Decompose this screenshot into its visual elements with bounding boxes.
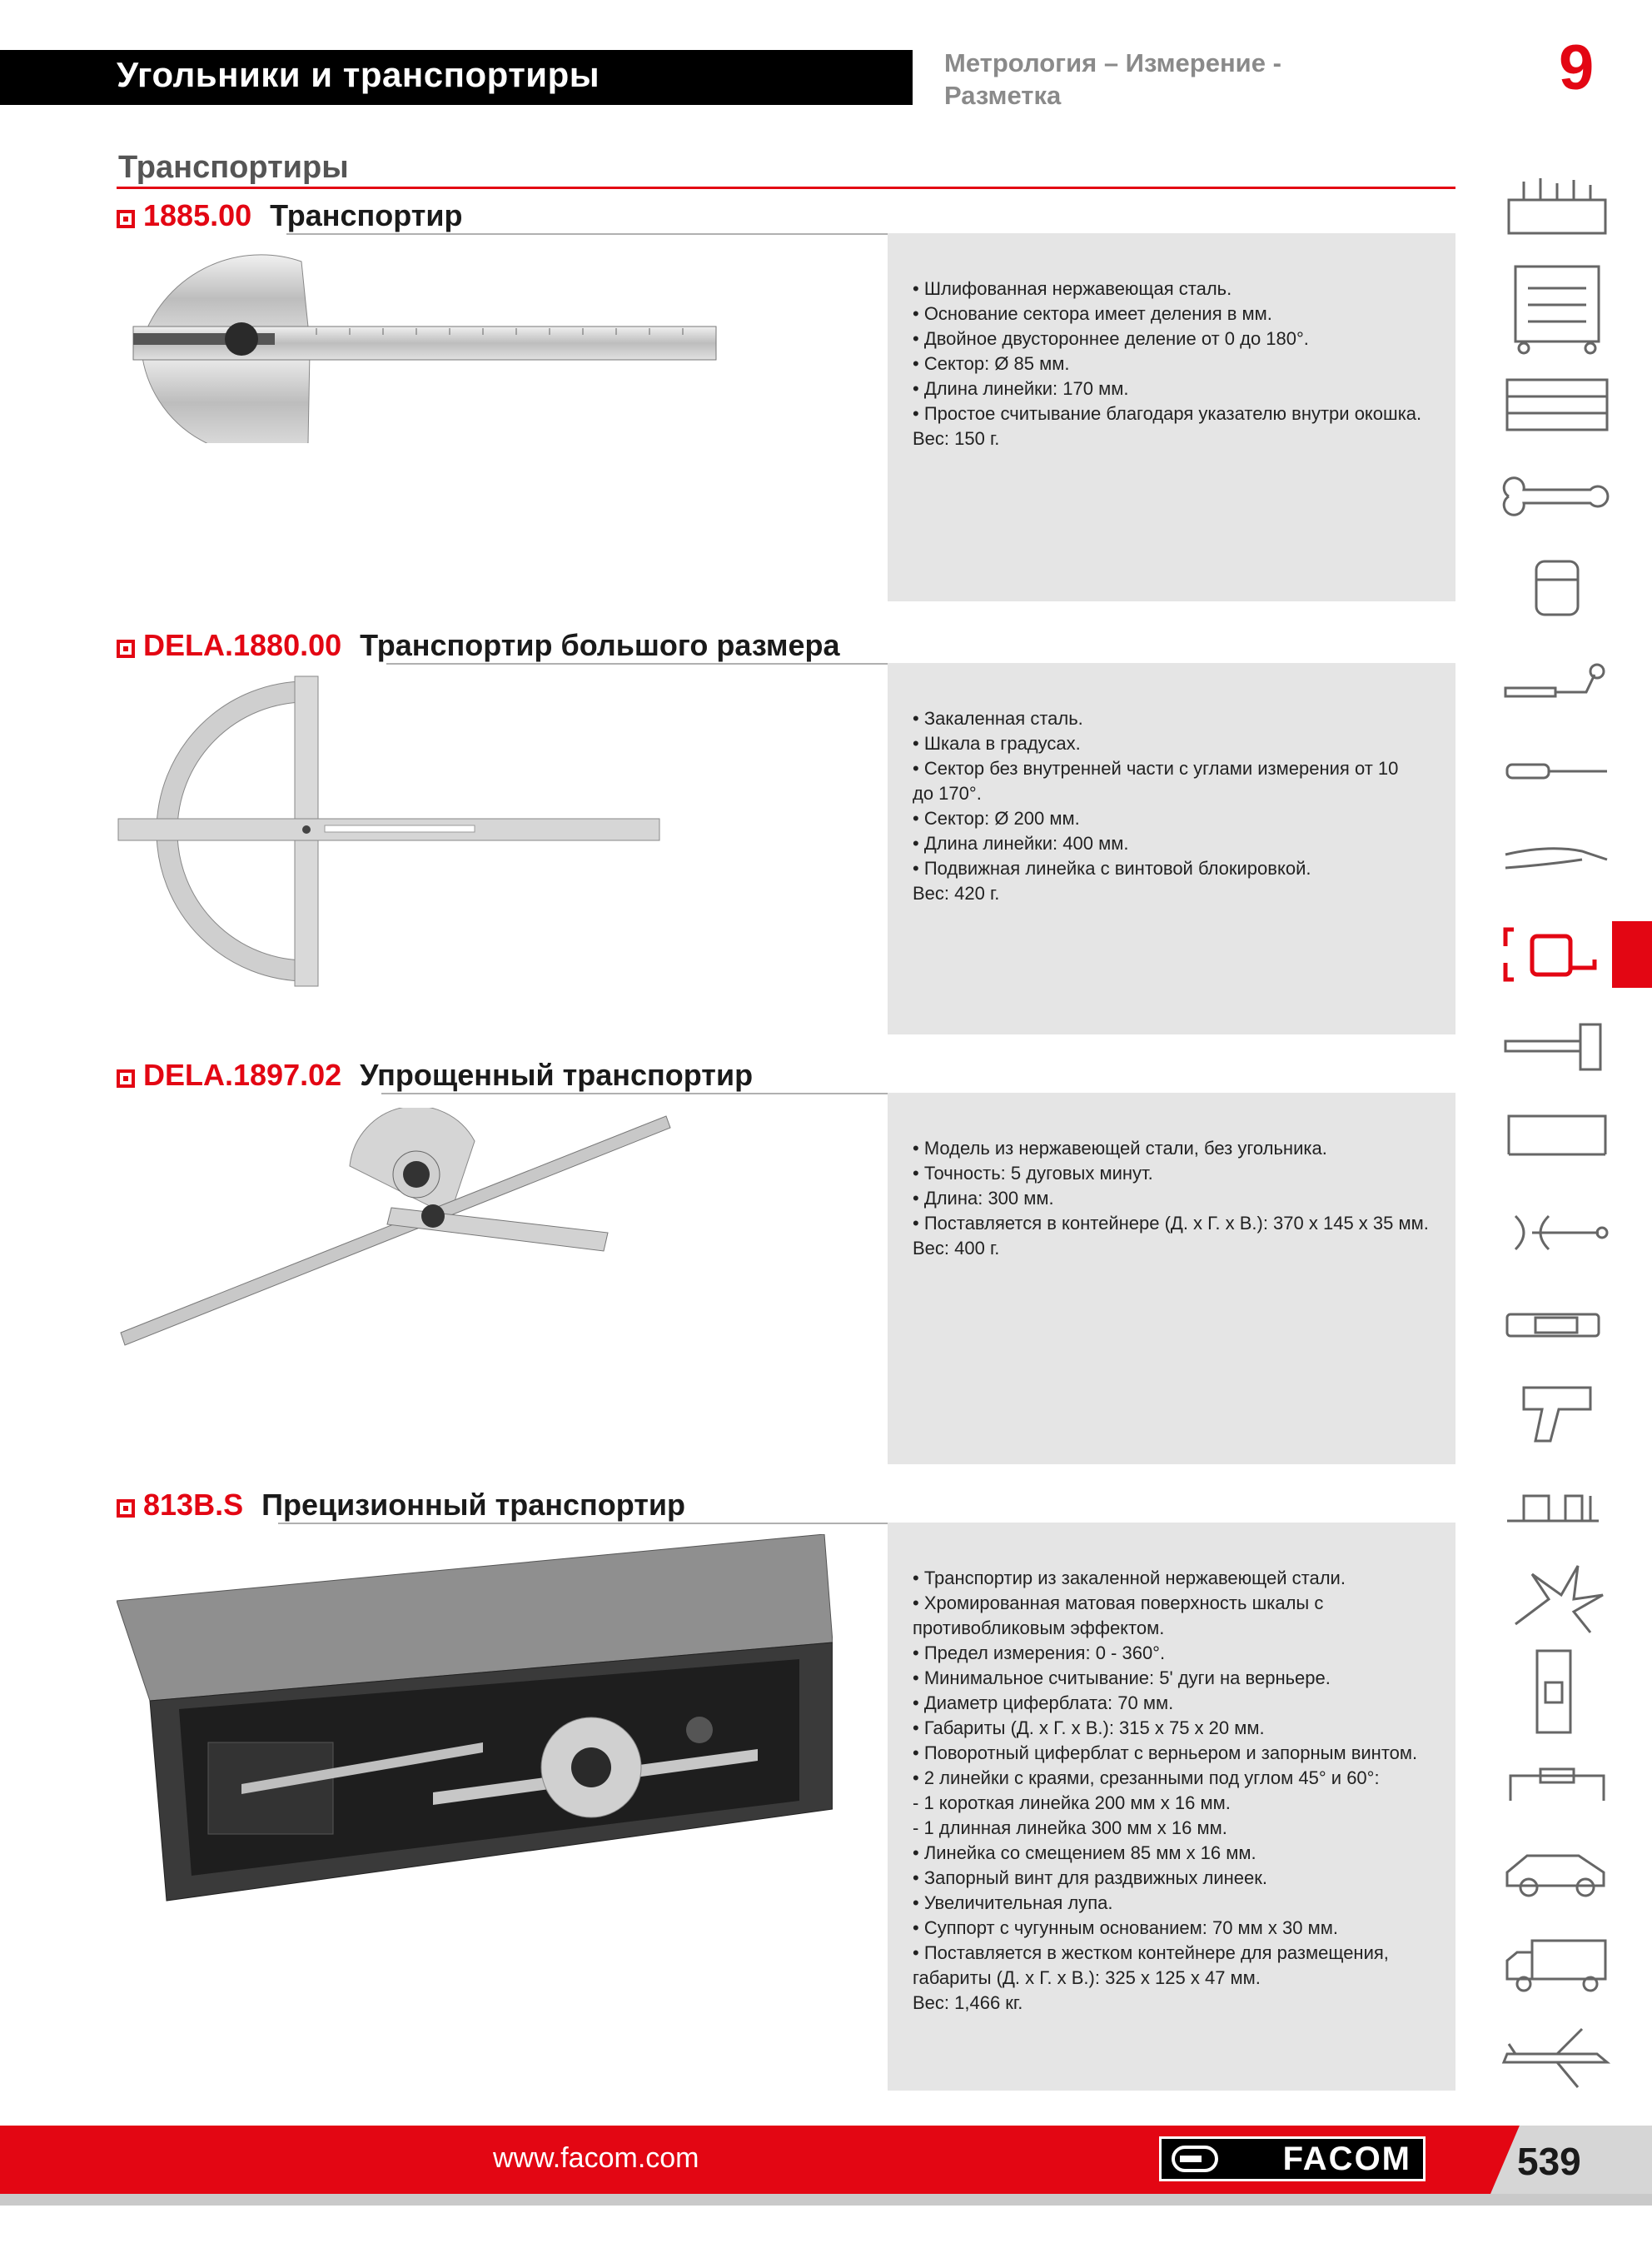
wrench-icon[interactable] bbox=[1499, 463, 1615, 530]
spec-line: • Модель из нержавеющей стали, без угольника. bbox=[913, 1138, 1327, 1159]
spec-line: • Поставляется в жестком контейнере для размещения, bbox=[913, 1942, 1389, 1963]
spec-line: • Длина линейки: 400 мм. bbox=[913, 833, 1129, 854]
spec-line: • Увеличительная лупа. bbox=[913, 1892, 1113, 1913]
product-heading bbox=[117, 1059, 753, 1093]
chapter-number: 9 bbox=[1559, 32, 1595, 103]
product-heading bbox=[117, 1489, 685, 1523]
spec-line: • Шлифованная нержавеющая сталь. bbox=[913, 278, 1232, 299]
spec-line: - 1 длинная линейка 300 мм x 16 мм. bbox=[913, 1817, 1227, 1838]
spec-line: • Транспортир из закаленной нержавеющей стали. bbox=[913, 1568, 1346, 1588]
airplane-icon[interactable] bbox=[1499, 2021, 1615, 2096]
spec-line: • Основание сектора имеет деления в мм. bbox=[913, 303, 1272, 324]
spec-line: • Суппорт с чугунным основанием: 70 мм x 30 мм. bbox=[913, 1917, 1338, 1938]
handle-icon[interactable] bbox=[1499, 1751, 1615, 1817]
hammer-icon[interactable] bbox=[1499, 1013, 1615, 1079]
spec-line: • Сектор без внутренней части с углами измерения от 10 bbox=[913, 758, 1399, 779]
car-icon[interactable] bbox=[1499, 1839, 1615, 1906]
tool-case-icon[interactable] bbox=[1499, 371, 1615, 438]
safety-icon[interactable] bbox=[1499, 1558, 1615, 1641]
product-heading bbox=[117, 200, 463, 233]
product-name: Прецизионный транспортир bbox=[261, 1488, 686, 1522]
section-divider bbox=[117, 187, 1455, 189]
spec-line: • Длина: 300 мм. bbox=[913, 1188, 1054, 1209]
category-line-1: Метрология – Измерение - bbox=[944, 48, 1281, 77]
tool-cabinet-icon[interactable] bbox=[1499, 263, 1615, 355]
tape-measure-icon[interactable] bbox=[1499, 921, 1615, 988]
category-title bbox=[944, 47, 1377, 112]
vise-icon[interactable] bbox=[1499, 1471, 1615, 1538]
spec-weight: Вес: 150 г. bbox=[913, 428, 1000, 449]
footer-strip bbox=[0, 2194, 1652, 2206]
brand-name: FACOM bbox=[1282, 2140, 1411, 2177]
tool-set-icon[interactable] bbox=[1499, 175, 1615, 242]
product-image-simple-protractor bbox=[117, 1108, 683, 1349]
puller-icon[interactable] bbox=[1499, 1199, 1615, 1266]
spec-line: • Поставляется в контейнере (Д. x Г. x В.): 370 x 145 x 35 мм. bbox=[913, 1213, 1429, 1234]
website-link[interactable]: www.facom.com bbox=[493, 2142, 699, 2174]
spec-line: • Предел измерения: 0 - 360°. bbox=[913, 1642, 1166, 1663]
product-name: Упрощенный транспортир bbox=[360, 1058, 754, 1092]
product-heading bbox=[117, 630, 840, 663]
spec-line: до 170°. bbox=[913, 783, 982, 804]
spec-line: • Минимальное считывание: 5' дуги на верньере. bbox=[913, 1667, 1331, 1688]
socket-icon[interactable] bbox=[1499, 555, 1615, 621]
spec-panel bbox=[888, 1093, 1455, 1464]
screwdriver-icon[interactable] bbox=[1499, 738, 1615, 805]
product-code: DELA.1880.00 bbox=[143, 628, 342, 662]
active-section-tab bbox=[1612, 921, 1652, 988]
product-code: 1885.00 bbox=[143, 198, 252, 232]
spec-line: • Линейка со смещением 85 мм x 16 мм. bbox=[913, 1842, 1256, 1863]
spec-line: - 1 короткая линейка 200 мм x 16 мм. bbox=[913, 1792, 1231, 1813]
spec-line: • Диаметр циферблата: 70 мм. bbox=[913, 1692, 1174, 1713]
impact-wrench-icon[interactable] bbox=[1499, 1379, 1615, 1446]
facom-logo-mark-icon bbox=[1172, 2146, 1218, 2172]
product-code: 813B.S bbox=[143, 1488, 244, 1522]
pliers-icon[interactable] bbox=[1499, 826, 1615, 893]
page-title: Угольники и транспортиры bbox=[117, 55, 600, 94]
spec-panel bbox=[888, 1523, 1455, 2091]
spec-line: • Сектор: Ø 200 мм. bbox=[913, 808, 1080, 829]
spec-line: • Длина линейки: 170 мм. bbox=[913, 378, 1129, 399]
spec-line: • Закаленная сталь. bbox=[913, 708, 1083, 729]
page-number: 539 bbox=[1517, 2140, 1581, 2183]
product-name: Транспортир bbox=[270, 198, 463, 232]
bullet-square-icon bbox=[117, 640, 135, 658]
spec-line: • Сектор: Ø 85 мм. bbox=[913, 353, 1070, 374]
bullet-square-icon bbox=[117, 1499, 135, 1518]
spec-line: • Простое считывание благодаря указателю внутри окошка. bbox=[913, 403, 1422, 424]
facom-logo bbox=[1159, 2136, 1426, 2181]
ratchet-icon[interactable] bbox=[1499, 658, 1615, 725]
bullet-square-icon bbox=[117, 210, 135, 228]
spec-panel bbox=[888, 663, 1455, 1034]
spec-weight: Вес: 400 г. bbox=[913, 1238, 1000, 1259]
circuit-breaker-icon[interactable] bbox=[1499, 1646, 1615, 1737]
product-image-protractor bbox=[117, 243, 733, 443]
product-image-large-protractor bbox=[117, 673, 666, 989]
product-image-precision-protractor-case bbox=[117, 1534, 833, 1909]
section-title: Транспортиры bbox=[118, 150, 349, 185]
spec-line: • Шкала в градусах. bbox=[913, 733, 1081, 754]
category-line-2: Разметка bbox=[944, 81, 1062, 110]
spec-line: • Точность: 5 дуговых минут. bbox=[913, 1163, 1153, 1184]
tester-icon[interactable] bbox=[1499, 1291, 1615, 1358]
truck-icon[interactable] bbox=[1499, 1932, 1615, 1999]
spec-line: противобликовым эффектом. bbox=[913, 1617, 1165, 1638]
product-name: Транспортир большого размера bbox=[360, 628, 840, 662]
spec-line: • Запорный винт для раздвижных линеек. bbox=[913, 1867, 1268, 1888]
spec-line: • Подвижная линейка с винтовой блокировкой. bbox=[913, 858, 1311, 879]
spec-line: • Поворотный циферблат с верньером и запорным винтом. bbox=[913, 1742, 1418, 1763]
spec-line: • Двойное двустороннее деление от 0 до 180°. bbox=[913, 328, 1309, 349]
spec-panel bbox=[888, 233, 1455, 601]
bullet-square-icon bbox=[117, 1069, 135, 1088]
spec-weight: Вес: 1,466 кг. bbox=[913, 1992, 1023, 2013]
product-code: DELA.1897.02 bbox=[143, 1058, 342, 1092]
spec-weight: Вес: 420 г. bbox=[913, 883, 1000, 904]
hacksaw-icon[interactable] bbox=[1499, 1104, 1615, 1171]
spec-line: габариты (Д. x Г. x В.): 325 x 125 x 47 мм. bbox=[913, 1967, 1261, 1988]
spec-line: • Габариты (Д. x Г. x В.): 315 x 75 x 20 мм. bbox=[913, 1717, 1265, 1738]
spec-line: • Хромированная матовая поверхность шкалы с bbox=[913, 1593, 1324, 1613]
spec-line: • 2 линейки с краями, срезанными под углом 45° и 60°: bbox=[913, 1767, 1380, 1788]
